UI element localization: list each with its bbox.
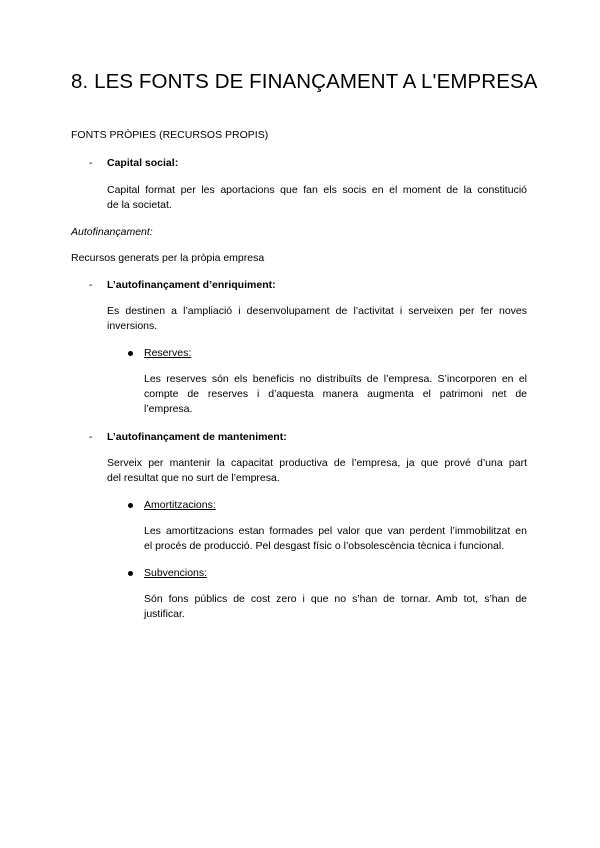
capital-social-text-line2: de la societat. <box>107 199 172 211</box>
bullet-icon <box>128 351 133 356</box>
manteniment-text-line1: Serveix per mantenir la capacitat productiva de l’empresa, ja que prové d’una part <box>107 457 527 469</box>
amortitzacions-text-line2: el procés de producció. Pel desgast físic o l’obsolescència tècnica i funcional. <box>144 540 505 552</box>
dash-marker: - <box>89 431 93 443</box>
amortitzacions-text-line1: Les amortitzacions estan formades pel valor que van perdent l’immobilitzat en <box>144 525 527 537</box>
reserves-text-line2: compte de reserves i d’aquesta manera augmenta el patrimoni net de <box>144 388 527 400</box>
manteniment-heading: L’autofinançament de manteniment: <box>107 431 287 443</box>
subvencions-label: Subvencions: <box>144 567 208 579</box>
bullet-icon <box>128 571 133 576</box>
subvencions-text-line1: Són fons públics de cost zero i que no s’han de tornar. Amb tot, s’han de <box>144 593 527 605</box>
amortitzacions-label: Amortitzacions: <box>144 499 216 511</box>
section-heading: FONTS PRÒPIES (RECURSOS PROPIS) <box>71 129 269 141</box>
enriquiment-text-line2: inversions. <box>107 320 158 332</box>
reserves-label: Reserves: <box>144 347 192 359</box>
bullet-icon <box>128 503 133 508</box>
autofinancament-label: Autofinançament: <box>71 226 153 238</box>
page-title: 8. LES FONTS DE FINANÇAMENT A L'EMPRESA <box>71 70 538 93</box>
dash-marker: - <box>89 157 93 169</box>
reserves-text-line1: Les reserves són els beneficis no distribuïts de l’empresa. S’incorporen en el <box>144 373 527 385</box>
autofinancament-description: Recursos generats per la pròpia empresa <box>71 252 265 264</box>
manteniment-text-line2: del resultat que no surt de l’empresa. <box>107 472 280 484</box>
subvencions-text-line2: justificar. <box>144 608 185 620</box>
enriquiment-text-line1: Es destinen a l’ampliació i desenvolupament de l’activitat i serveixen per fer noves <box>107 305 527 317</box>
dash-marker: - <box>89 279 93 291</box>
capital-social-text-line1: Capital format per les aportacions que fan els socis en el moment de la constitució <box>107 184 527 196</box>
capital-social-heading: Capital social: <box>107 157 179 169</box>
enriquiment-heading: L’autofinançament d’enriquiment: <box>107 279 276 291</box>
reserves-text-line3: l’empresa. <box>144 403 193 415</box>
